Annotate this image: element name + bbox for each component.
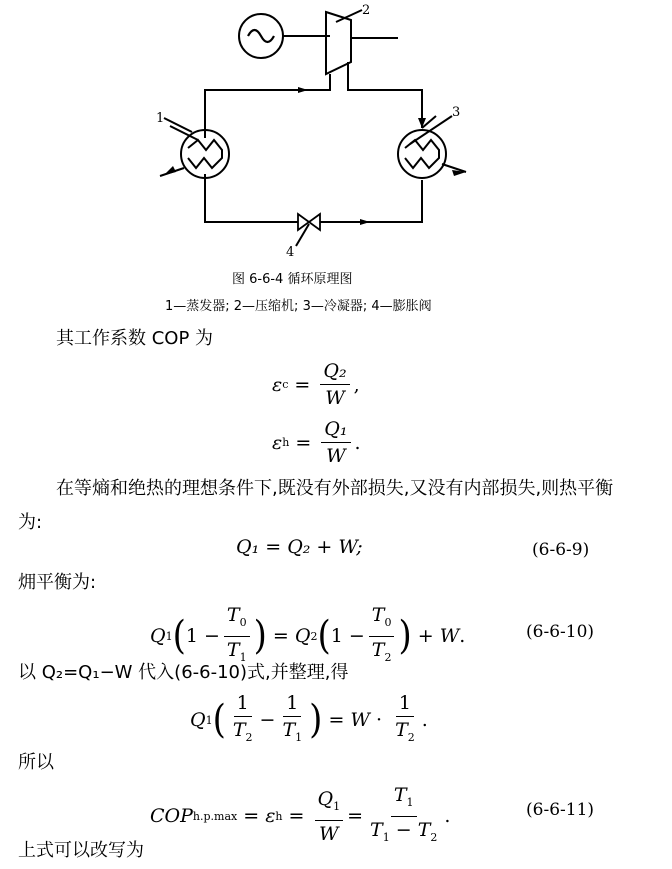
equation-number-9: (6-6-9)	[532, 540, 590, 560]
label-4: 4	[286, 245, 295, 260]
equation-number-11: (6-6-11)	[526, 800, 595, 820]
equation-6-6-10: Q 1 ( 1 − $\frac{T_0}{T_1}$ ) = Q 2 ( 1 − $\frac{T_0}{T_2}$ ) + W .	[150, 604, 466, 664]
so-text: 所以	[18, 752, 54, 773]
equation-eps-h: ε h = $\frac{\text{Q₁}}{W}$ .	[272, 418, 361, 467]
substitution-text: 以 Q₂=Q₁−W 代入(6-6-10)式,并整理,得	[18, 662, 349, 683]
cycle-diagram	[140, 0, 500, 262]
label-3: 3	[452, 105, 461, 120]
figure-caption: 图 6-6-4 循环原理图	[232, 272, 353, 287]
exergy-text: 㶲平衡为:	[18, 572, 97, 593]
equation-derived: Q 1 ( $\frac{1}{T_2}$ − $\frac{1}{T_1}$ ) = W · $\frac{1}{T_2}$ .	[190, 692, 428, 744]
figure-legend: 1—蒸发器; 2—压缩机; 3—冷凝器; 4—膨胀阀	[165, 299, 432, 314]
label-1: 1	[156, 111, 165, 126]
equation-6-6-11: COP h.p.max = ε h = $\frac{Q_1}{W}$ = $\frac{T_1}{T_1 - T_2}$ .	[150, 784, 451, 845]
equation-eps-c: ε c = $\frac{\text{Q₂}}{W}$ ,	[272, 360, 360, 409]
valve-icon	[298, 214, 320, 230]
label-2: 2	[362, 3, 371, 18]
paragraph-ideal: 在等熵和绝热的理想条件下,既没有外部损失,又没有内部损失,则热平衡为:	[18, 478, 614, 533]
last-text: 上式可以改写为	[18, 840, 144, 861]
equation-6-6-9: Q₁ = Q₂ + W;	[236, 536, 363, 558]
equation-number-10: (6-6-10)	[526, 622, 595, 642]
intro-text: 其工作系数 COP 为	[56, 328, 214, 349]
